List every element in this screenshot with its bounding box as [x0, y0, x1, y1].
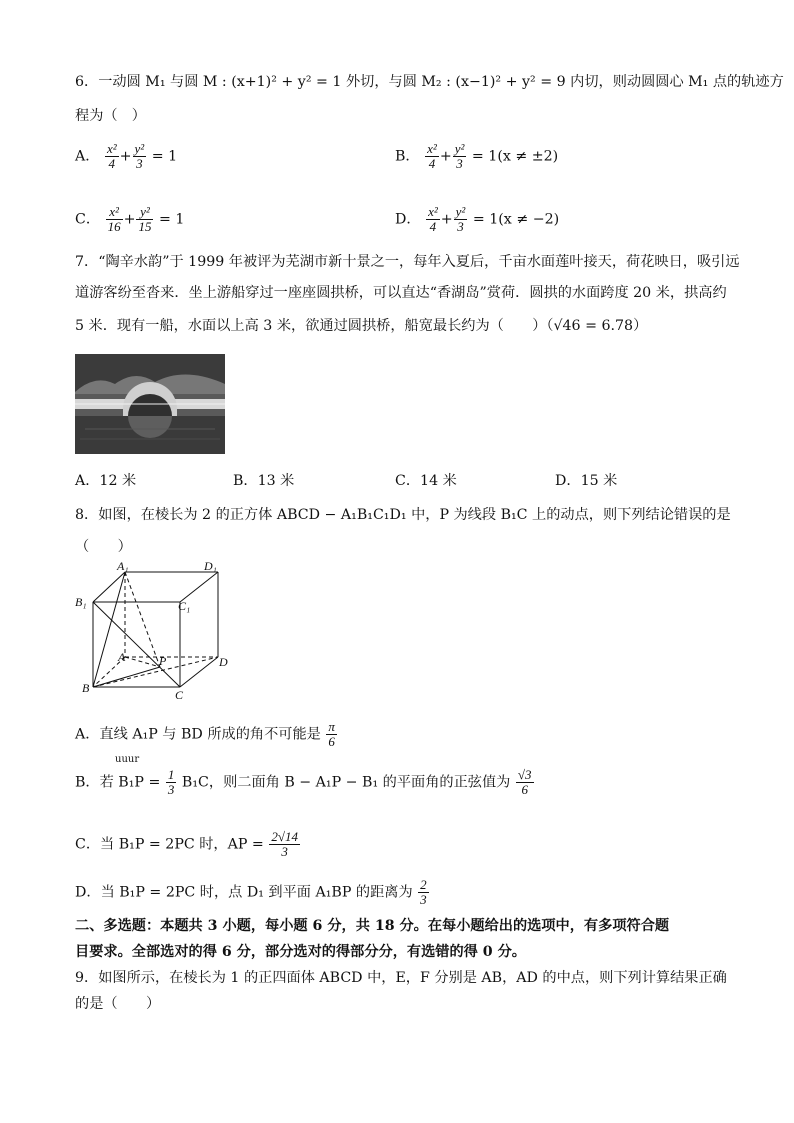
q8-option-c[interactable]: C．当 B₁P = 2PC 时，AP = $\frac{2√14}{3}$	[75, 829, 298, 859]
q8-option-a[interactable]: A．直线 A₁P 与 BD 所成的角不可能是 $\frac{\pi}{6}$	[75, 719, 335, 749]
q7-option-c[interactable]: C．14 米	[395, 473, 457, 489]
label-a: A	[118, 650, 126, 664]
q7-option-d[interactable]: D．15 米	[555, 473, 618, 489]
label-b1: B₁	[75, 595, 87, 609]
arch-bridge-photo	[75, 354, 225, 454]
section2-heading-line2: 目要求。全部选对的得 6 分，部分选对的得部分分，有选错的得 0 分。	[75, 944, 526, 960]
label-a1: A₁	[117, 560, 129, 573]
arch-bridge-image	[75, 354, 225, 454]
q7-stem-line3: 5 米．现有一船，水面以上高 3 米，欲通过圆拱桥，船宽最长约为（ ）（√46 = 6.78）	[75, 318, 648, 334]
q9-stem-line1: 9．如图所示，在棱长为 1 的正四面体 ABCD 中，E，F 分别是 AB，AD 的中点，则下列计算结果正确	[75, 970, 727, 986]
q7-stem-line1: 7．“陶辛水韵”于 1999 年被评为芜湖市新十景之一，每年入夏后，千亩水面莲叶接天，荷花映日，吸引远	[75, 254, 740, 270]
q7-option-b[interactable]: B．13 米	[233, 473, 295, 489]
cube-diagram	[73, 560, 233, 700]
label-c1: C₁	[178, 599, 191, 613]
q6-stem-line2: 程为（ ）	[75, 108, 146, 124]
q8-stem-line1: 8．如图，在棱长为 2 的正方体 ABCD − A₁B₁C₁D₁ 中，P 为线段 B₁C 上的动点，则下列结论错误的是	[75, 507, 731, 523]
vector-arrow-marks: uuur	[115, 754, 140, 765]
section2-heading-line1: 二、多选题：本题共 3 小题，每小题 6 分，共 18 分。在每小题给出的选项中，有多项符合题	[75, 918, 670, 934]
q6-option-d[interactable]: D． $\frac{\text{x²}}{4}$ + $\frac{\text{y²}}{3}$ = 1(x ≠ −2)	[395, 204, 560, 234]
q6-option-c[interactable]: C． $\frac{\text{x²}}{16}$ + $\frac{\text{y²}}{15}$ = 1	[75, 204, 185, 234]
label-d: D	[219, 655, 228, 669]
q8-option-b[interactable]: B．若 B₁P = $\frac{1}{3}$ B₁C，则二面角 B − A₁P − B₁ 的平面角的正弦值为 $\frac{√3}{6}$	[75, 767, 532, 797]
q6-option-a[interactable]: A． $\frac{\text{x²}}{4}$ + $\frac{\text{y²}}{3}$ = 1	[75, 141, 178, 171]
q9-stem-line2: 的是（ ）	[75, 996, 161, 1012]
label-b: B	[82, 681, 90, 695]
label-p: P	[159, 654, 167, 668]
label-c: C	[175, 688, 184, 700]
label-d1: D₁	[204, 560, 217, 573]
q8-stem-line2: （ ）	[75, 539, 132, 555]
q7-stem-line2: 道游客纷至沓来．坐上游船穿过一座座圆拱桥，可以直达“香湖岛”赏荷．圆拱的水面跨度 20 米，拱高约	[75, 285, 727, 301]
q6-option-b[interactable]: B． $\frac{\text{x²}}{4}$ + $\frac{\text{y²}}{3}$ = 1(x ≠ ±2)	[395, 141, 559, 171]
q8-option-d[interactable]: D．当 B₁P = 2PC 时，点 D₁ 到平面 A₁BP 的距离为 $\frac{2}{3}$	[75, 877, 427, 907]
q7-option-a[interactable]: A．12 米	[75, 473, 137, 489]
q6-stem-line1: 6．一动圆 M₁ 与圆 M : (x+1)² + y² = 1 外切，与圆 M₂ : (x−1)² + y² = 9 内切，则动圆圆心 M₁ 点的轨迹方	[75, 74, 784, 90]
